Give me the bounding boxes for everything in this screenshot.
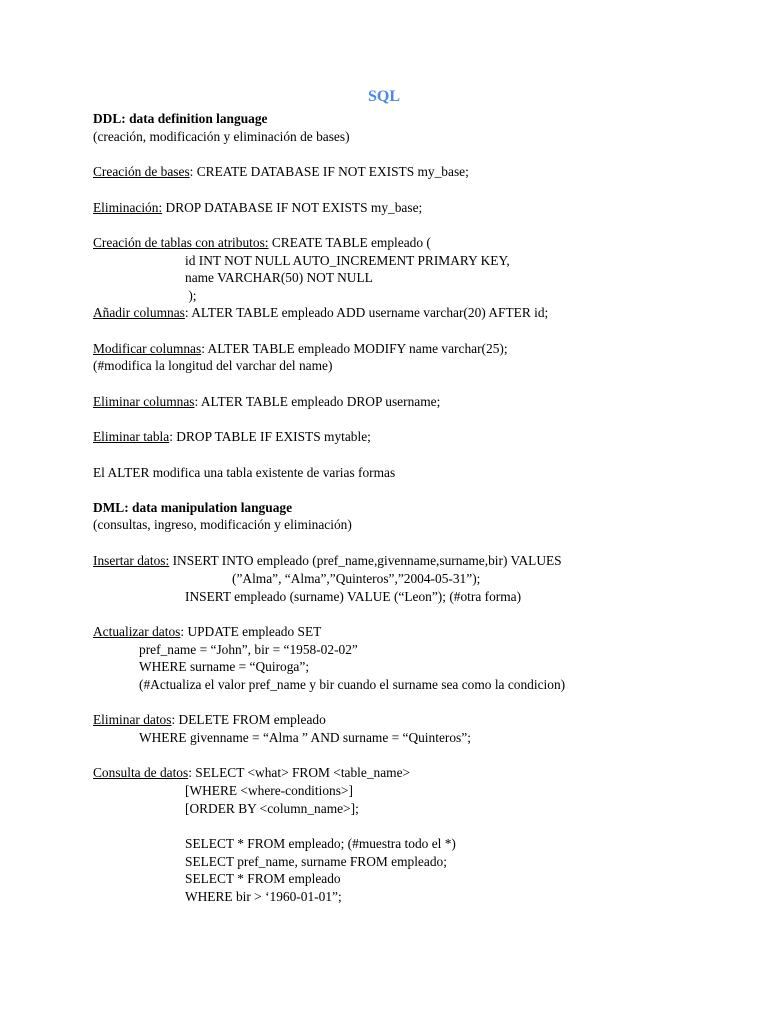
create-db-label: Creación de bases <box>93 164 190 179</box>
create-table-col-name: name VARCHAR(50) NOT NULL <box>185 270 373 285</box>
update-note: (#Actualiza el valor pref_name y bir cuando el surname sea como la condicion) <box>139 677 566 692</box>
select-order: [ORDER BY <column_name>]; <box>185 801 359 816</box>
add-col-label: Añadir columnas <box>93 305 185 320</box>
create-db-text: : CREATE DATABASE IF NOT EXISTS my_base; <box>189 164 469 179</box>
update-set: pref_name = “John”, bir = “1958-02-02” <box>139 642 358 657</box>
add-col-line <box>93 304 548 322</box>
modify-col-note: (#modifica la longitud del varchar del name) <box>93 358 333 373</box>
create-db-line <box>93 163 469 181</box>
select-where: [WHERE <where-conditions>] <box>185 783 353 798</box>
create-table-line <box>93 234 431 252</box>
insert-line <box>93 552 562 570</box>
create-table-col-id: id INT NOT NULL AUTO_INCREMENT PRIMARY KEY, <box>185 253 510 268</box>
create-table-label: Creación de tablas con atributos: <box>93 235 269 250</box>
select-example-all: SELECT * FROM empleado; (#muestra todo el *) <box>185 836 456 851</box>
dml-subtitle: (consultas, ingreso, modificación y eliminación) <box>93 517 352 532</box>
ddl-subtitle: (creación, modificación y eliminación de bases) <box>93 129 350 144</box>
add-col-text: : ALTER TABLE empleado ADD username varchar(20) AFTER id; <box>184 305 549 320</box>
update-line <box>93 623 321 641</box>
select-text: : SELECT <what> FROM <table_name> <box>188 765 411 780</box>
modify-col-label: Modificar columnas <box>93 341 202 356</box>
select-example-filter: SELECT * FROM empleado <box>185 871 341 886</box>
update-where: WHERE surname = “Quiroga”; <box>139 659 310 674</box>
modify-col-line <box>93 340 508 358</box>
select-line <box>93 764 410 782</box>
delete-text: : DELETE FROM empleado <box>171 712 326 727</box>
drop-db-label: Eliminación: <box>93 200 163 215</box>
delete-label: Eliminar datos <box>93 712 172 727</box>
create-table-close: ); <box>185 288 197 303</box>
update-label: Actualizar datos <box>93 624 181 639</box>
delete-line <box>93 711 326 729</box>
insert-values: (”Alma”, “Alma”,”Quinteros”,”2004-05-31”); <box>232 571 481 586</box>
modify-col-text: : ALTER TABLE empleado MODIFY name varchar(25); <box>201 341 508 356</box>
insert-label: Insertar datos: <box>93 553 170 568</box>
alter-note: El ALTER modifica una tabla existente de varias formas <box>93 465 396 480</box>
drop-col-text: : ALTER TABLE empleado DROP username; <box>194 394 441 409</box>
drop-db-text: DROP DATABASE IF NOT EXISTS my_base; <box>162 200 423 215</box>
insert-text: INSERT INTO empleado (pref_name,givenname,surname,bir) VALUES <box>169 553 562 568</box>
drop-col-line <box>93 393 440 411</box>
dml-heading: DML: data manipulation language <box>93 500 293 515</box>
update-text: : UPDATE empleado SET <box>180 624 322 639</box>
insert-alt: INSERT empleado (surname) VALUE (“Leon”); (#otra forma) <box>185 589 522 604</box>
page-title: SQL <box>367 88 400 105</box>
drop-db-line <box>93 199 422 217</box>
drop-table-text: : DROP TABLE IF EXISTS mytable; <box>169 429 371 444</box>
delete-where: WHERE givenname = “Alma ” AND surname = “Quinteros”; <box>139 730 471 745</box>
select-label: Consulta de datos <box>93 765 189 780</box>
drop-table-label: Eliminar tabla <box>93 429 170 444</box>
ddl-heading: DDL: data definition language <box>93 111 268 126</box>
drop-table-line <box>93 428 371 446</box>
create-table-text: CREATE TABLE empleado ( <box>268 235 431 250</box>
select-example-cols: SELECT pref_name, surname FROM empleado; <box>185 854 447 869</box>
drop-col-label: Eliminar columnas <box>93 394 195 409</box>
select-example-where: WHERE bir > ‘1960-01-01”; <box>185 889 342 904</box>
